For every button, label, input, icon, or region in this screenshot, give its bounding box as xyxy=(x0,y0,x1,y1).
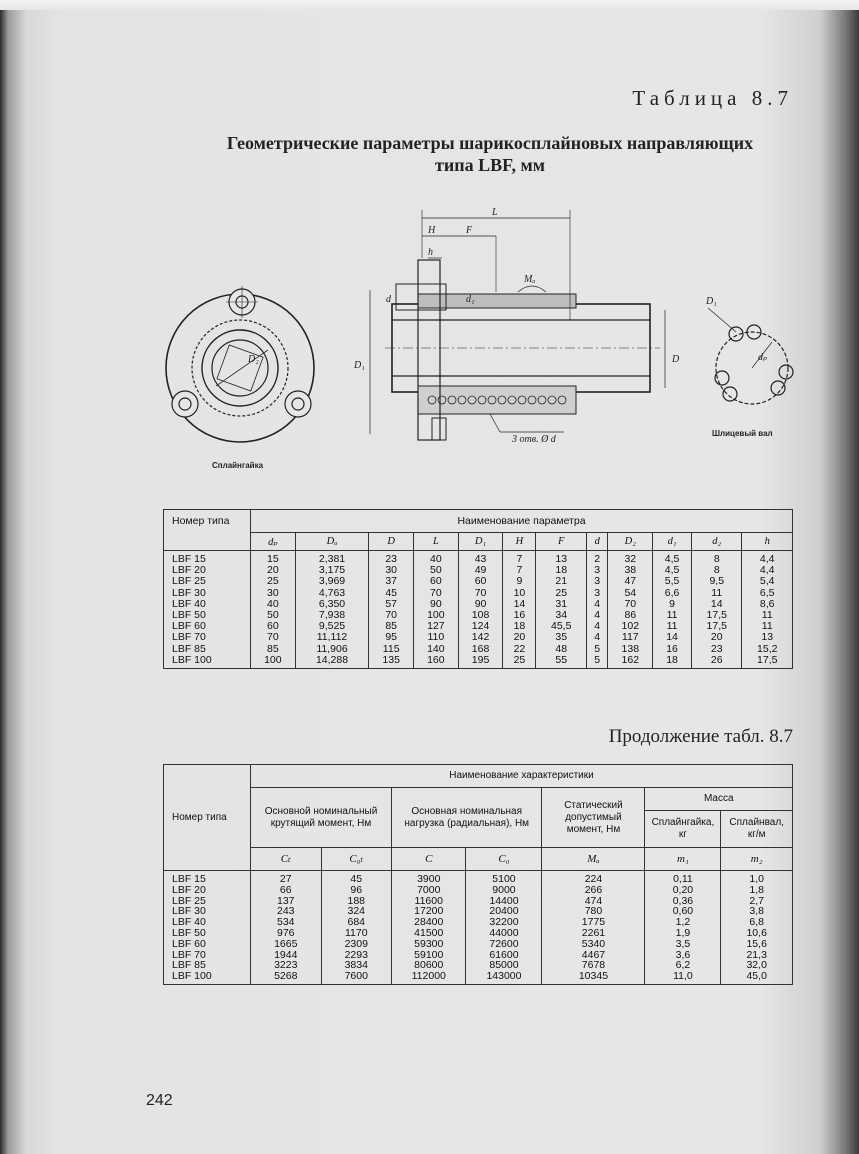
table-row xyxy=(164,871,793,885)
value-cell: 17,5 xyxy=(692,610,742,621)
char-group-header: Наименование характеристики xyxy=(251,765,793,788)
value-cell: 534 xyxy=(251,917,322,928)
value-cell: 142 xyxy=(458,632,503,643)
value-cell: 72600 xyxy=(466,939,542,950)
value-cell: 32 xyxy=(608,551,653,566)
type-cell: LBF 85 xyxy=(164,644,251,655)
table-label: Таблица 8.7 xyxy=(632,86,793,110)
type-cell: LBF 25 xyxy=(164,576,251,587)
page-number: 242 xyxy=(146,1092,173,1109)
value-cell: 7000 xyxy=(392,885,466,896)
col-type-header-2: Номер типа xyxy=(164,765,251,871)
value-cell: 11,906 xyxy=(295,644,369,655)
param-col-header: L xyxy=(414,533,459,551)
value-cell: 266 xyxy=(542,885,645,896)
table-row xyxy=(164,917,793,928)
type-cell: LBF 30 xyxy=(164,588,251,599)
value-cell: 18 xyxy=(653,655,692,669)
type-cell: LBF 40 xyxy=(164,917,251,928)
value-cell: 4467 xyxy=(542,950,645,961)
label-Dp: D₁ xyxy=(706,296,717,307)
value-cell: 100 xyxy=(414,610,459,621)
value-cell: 684 xyxy=(321,917,392,928)
value-cell: 16 xyxy=(653,644,692,655)
value-cell: 21 xyxy=(536,576,586,587)
value-cell: 85000 xyxy=(466,960,542,971)
type-cell: LBF 50 xyxy=(164,928,251,939)
value-cell: 15 xyxy=(251,551,296,566)
value-cell: 54 xyxy=(608,588,653,599)
value-cell: 4 xyxy=(586,621,608,632)
value-cell: 11 xyxy=(692,588,742,599)
value-cell: 7 xyxy=(503,565,536,576)
type-cell: LBF 100 xyxy=(164,655,251,669)
value-cell: 32,0 xyxy=(721,960,793,971)
value-cell: 17,5 xyxy=(742,655,793,669)
value-cell: 22 xyxy=(503,644,536,655)
table-row xyxy=(164,939,793,950)
value-cell: 1665 xyxy=(251,939,322,950)
value-cell: 18 xyxy=(536,565,586,576)
value-cell: 59300 xyxy=(392,939,466,950)
value-cell: 3834 xyxy=(321,960,392,971)
value-cell: 60 xyxy=(251,621,296,632)
value-cell: 9,525 xyxy=(295,621,369,632)
value-cell: 115 xyxy=(369,644,414,655)
spline-nut-view xyxy=(166,286,314,442)
table-row xyxy=(164,632,793,643)
value-cell: 3 xyxy=(586,588,608,599)
side-view xyxy=(370,210,665,440)
value-cell: 8,6 xyxy=(742,599,793,610)
value-cell: 0,60 xyxy=(645,906,721,917)
value-cell: 70 xyxy=(414,588,459,599)
value-cell: 112000 xyxy=(392,971,466,984)
table-row xyxy=(164,960,793,971)
title-line-1: Геометрические параметры шарикосплайновых направляющих xyxy=(226,133,754,153)
value-cell: 25 xyxy=(251,576,296,587)
page-top-edge xyxy=(0,0,859,10)
table-row xyxy=(164,906,793,917)
label-spline-shaft: Шлицевый вал xyxy=(712,429,773,438)
static-header: Статический допустимый момент, Нм xyxy=(542,788,645,848)
type-cell: LBF 70 xyxy=(164,950,251,961)
value-cell: 43 xyxy=(458,551,503,566)
value-cell: 7600 xyxy=(321,971,392,984)
value-cell: 41500 xyxy=(392,928,466,939)
value-cell: 9 xyxy=(503,576,536,587)
symbol-header: C₀ₜ xyxy=(321,848,392,871)
value-cell: 140 xyxy=(414,644,459,655)
value-cell: 5100 xyxy=(466,871,542,885)
value-cell: 11 xyxy=(653,610,692,621)
value-cell: 11,0 xyxy=(645,971,721,984)
value-cell: 70 xyxy=(251,632,296,643)
value-cell: 3 xyxy=(586,576,608,587)
value-cell: 59100 xyxy=(392,950,466,961)
label-MA: Mₐ xyxy=(524,274,536,285)
torque-header: Основной номинальный крутящий момент, Нм xyxy=(251,788,392,848)
value-cell: 70 xyxy=(369,610,414,621)
value-cell: 2,381 xyxy=(295,551,369,566)
param-col-header: D₂ xyxy=(608,533,653,551)
value-cell: 9 xyxy=(653,599,692,610)
value-cell: 7 xyxy=(503,551,536,566)
value-cell: 2293 xyxy=(321,950,392,961)
symbol-header: C₀ xyxy=(466,848,542,871)
value-cell: 57 xyxy=(369,599,414,610)
symbol-header: Mₐ xyxy=(542,848,645,871)
value-cell: 60 xyxy=(458,576,503,587)
value-cell: 49 xyxy=(458,565,503,576)
value-cell: 3900 xyxy=(392,871,466,885)
value-cell: 80600 xyxy=(392,960,466,971)
label-F: F xyxy=(466,225,473,236)
table-row xyxy=(164,655,793,669)
mass-header: Масса xyxy=(645,788,793,811)
value-cell: 135 xyxy=(369,655,414,669)
value-cell: 32200 xyxy=(466,917,542,928)
value-cell: 168 xyxy=(458,644,503,655)
value-cell: 95 xyxy=(369,632,414,643)
value-cell: 14 xyxy=(653,632,692,643)
type-cell: LBF 30 xyxy=(164,906,251,917)
value-cell: 7,938 xyxy=(295,610,369,621)
value-cell: 20 xyxy=(692,632,742,643)
value-cell: 9000 xyxy=(466,885,542,896)
value-cell: 0,20 xyxy=(645,885,721,896)
value-cell: 8 xyxy=(692,565,742,576)
param-col-header: h xyxy=(742,533,793,551)
value-cell: 18 xyxy=(503,621,536,632)
symbol-header: m₂ xyxy=(721,848,793,871)
symbol-header: Cₜ xyxy=(251,848,322,871)
value-cell: 5 xyxy=(586,644,608,655)
value-cell: 20 xyxy=(503,632,536,643)
type-cell: LBF 40 xyxy=(164,599,251,610)
value-cell: 138 xyxy=(608,644,653,655)
value-cell: 3,969 xyxy=(295,576,369,587)
value-cell: 1,9 xyxy=(645,928,721,939)
value-cell: 14,288 xyxy=(295,655,369,669)
table-row xyxy=(164,971,793,984)
value-cell: 2,7 xyxy=(721,896,793,907)
value-cell: 25 xyxy=(536,588,586,599)
value-cell: 85 xyxy=(251,644,296,655)
table-row xyxy=(164,896,793,907)
type-cell: LBF 85 xyxy=(164,960,251,971)
value-cell: 14400 xyxy=(466,896,542,907)
load-header: Основная номинальная нагрузка (радиальная), Нм xyxy=(392,788,542,848)
value-cell: 127 xyxy=(414,621,459,632)
type-cell: LBF 20 xyxy=(164,885,251,896)
value-cell: 20400 xyxy=(466,906,542,917)
value-cell: 21,3 xyxy=(721,950,793,961)
param-group-header: Наименование параметра xyxy=(251,510,793,533)
symbol-header: m₁ xyxy=(645,848,721,871)
value-cell: 17200 xyxy=(392,906,466,917)
value-cell: 66 xyxy=(251,885,322,896)
value-cell: 13 xyxy=(742,632,793,643)
value-cell: 11 xyxy=(742,621,793,632)
param-col-header: d₂ xyxy=(692,533,742,551)
value-cell: 3 xyxy=(586,565,608,576)
value-cell: 31 xyxy=(536,599,586,610)
value-cell: 55 xyxy=(536,655,586,669)
value-cell: 11,112 xyxy=(295,632,369,643)
value-cell: 324 xyxy=(321,906,392,917)
value-cell: 37 xyxy=(369,576,414,587)
value-cell: 10 xyxy=(503,588,536,599)
value-cell: 6,6 xyxy=(653,588,692,599)
value-cell: 124 xyxy=(458,621,503,632)
value-cell: 4,4 xyxy=(742,551,793,566)
value-cell: 1,0 xyxy=(721,871,793,885)
type-cell: LBF 15 xyxy=(164,551,251,566)
value-cell: 1944 xyxy=(251,950,322,961)
value-cell: 16 xyxy=(503,610,536,621)
value-cell: 34 xyxy=(536,610,586,621)
value-cell: 4 xyxy=(586,632,608,643)
col-type-header: Номер типа xyxy=(164,510,251,551)
value-cell: 30 xyxy=(369,565,414,576)
value-cell: 8 xyxy=(692,551,742,566)
value-cell: 1775 xyxy=(542,917,645,928)
value-cell: 17,5 xyxy=(692,621,742,632)
value-cell: 3,6 xyxy=(645,950,721,961)
param-col-header: H xyxy=(503,533,536,551)
value-cell: 6,350 xyxy=(295,599,369,610)
value-cell: 27 xyxy=(251,871,322,885)
table-row xyxy=(164,576,793,587)
type-cell: LBF 70 xyxy=(164,632,251,643)
value-cell: 10345 xyxy=(542,971,645,984)
value-cell: 9,5 xyxy=(692,576,742,587)
type-cell: LBF 60 xyxy=(164,621,251,632)
value-cell: 474 xyxy=(542,896,645,907)
mass-nut-header: Сплайнгайка, кг xyxy=(645,811,721,848)
value-cell: 4,5 xyxy=(653,565,692,576)
technical-drawing xyxy=(160,200,800,480)
value-cell: 30 xyxy=(251,588,296,599)
value-cell: 44000 xyxy=(466,928,542,939)
value-cell: 15,6 xyxy=(721,939,793,950)
value-cell: 1,8 xyxy=(721,885,793,896)
value-cell: 86 xyxy=(608,610,653,621)
label-L: L xyxy=(492,207,498,218)
table-row xyxy=(164,885,793,896)
label-H: H xyxy=(428,225,436,236)
value-cell: 243 xyxy=(251,906,322,917)
value-cell: 50 xyxy=(414,565,459,576)
value-cell: 3223 xyxy=(251,960,322,971)
value-cell: 11600 xyxy=(392,896,466,907)
value-cell: 61600 xyxy=(466,950,542,961)
value-cell: 2261 xyxy=(542,928,645,939)
value-cell: 11 xyxy=(653,621,692,632)
value-cell: 5268 xyxy=(251,971,322,984)
value-cell: 40 xyxy=(414,551,459,566)
label-d1: d₁ xyxy=(466,294,475,305)
value-cell: 6,2 xyxy=(645,960,721,971)
value-cell: 5,4 xyxy=(742,576,793,587)
value-cell: 3,5 xyxy=(645,939,721,950)
label-D: D xyxy=(672,354,680,365)
value-cell: 25 xyxy=(503,655,536,669)
value-cell: 45 xyxy=(369,588,414,599)
type-cell: LBF 50 xyxy=(164,610,251,621)
type-cell: LBF 25 xyxy=(164,896,251,907)
value-cell: 4,4 xyxy=(742,565,793,576)
value-cell: 38 xyxy=(608,565,653,576)
param-col-header: D xyxy=(369,533,414,551)
value-cell: 224 xyxy=(542,871,645,885)
value-cell: 143000 xyxy=(466,971,542,984)
label-d: d xyxy=(386,294,391,305)
value-cell: 23 xyxy=(692,644,742,655)
value-cell: 90 xyxy=(458,599,503,610)
table-title xyxy=(130,132,850,176)
label-dp: dₚ xyxy=(758,352,767,363)
value-cell: 7678 xyxy=(542,960,645,971)
value-cell: 6,5 xyxy=(742,588,793,599)
table-row xyxy=(164,950,793,961)
param-col-header: d xyxy=(586,533,608,551)
value-cell: 188 xyxy=(321,896,392,907)
type-cell: LBF 60 xyxy=(164,939,251,950)
label-h: h xyxy=(428,247,433,258)
value-cell: 780 xyxy=(542,906,645,917)
value-cell: 100 xyxy=(251,655,296,669)
value-cell: 15,2 xyxy=(742,644,793,655)
value-cell: 4,763 xyxy=(295,588,369,599)
value-cell: 1,2 xyxy=(645,917,721,928)
spline-shaft-view xyxy=(708,308,793,404)
type-cell: LBF 15 xyxy=(164,871,251,885)
value-cell: 0,11 xyxy=(645,871,721,885)
value-cell: 11 xyxy=(742,610,793,621)
value-cell: 4 xyxy=(586,599,608,610)
value-cell: 45 xyxy=(321,871,392,885)
characteristics-table xyxy=(163,764,793,985)
value-cell: 108 xyxy=(458,610,503,621)
value-cell: 85 xyxy=(369,621,414,632)
mass-shaft-header: Сплайнвал, кг/м xyxy=(721,811,793,848)
value-cell: 137 xyxy=(251,896,322,907)
param-col-header: dₚ xyxy=(251,533,296,551)
value-cell: 4,5 xyxy=(653,551,692,566)
value-cell: 28400 xyxy=(392,917,466,928)
value-cell: 195 xyxy=(458,655,503,669)
value-cell: 45,5 xyxy=(536,621,586,632)
label-holes: 3 отв. Ø d xyxy=(512,434,556,445)
value-cell: 47 xyxy=(608,576,653,587)
parameters-table xyxy=(163,509,793,669)
label-spline-nut: Сплайнгайка xyxy=(212,461,264,470)
label-D1: D₁ xyxy=(354,360,365,371)
continuation-label: Продолжение табл. 8.7 xyxy=(608,726,793,747)
value-cell: 117 xyxy=(608,632,653,643)
type-cell: LBF 100 xyxy=(164,971,251,984)
value-cell: 70 xyxy=(458,588,503,599)
value-cell: 1170 xyxy=(321,928,392,939)
value-cell: 90 xyxy=(414,599,459,610)
symbol-header: C xyxy=(392,848,466,871)
param-col-header: D₁ xyxy=(458,533,503,551)
value-cell: 2309 xyxy=(321,939,392,950)
value-cell: 13 xyxy=(536,551,586,566)
value-cell: 976 xyxy=(251,928,322,939)
title-line-2: типа LBF, мм xyxy=(435,155,545,175)
value-cell: 6,8 xyxy=(721,917,793,928)
value-cell: 3,175 xyxy=(295,565,369,576)
value-cell: 20 xyxy=(251,565,296,576)
value-cell: 40 xyxy=(251,599,296,610)
value-cell: 110 xyxy=(414,632,459,643)
value-cell: 23 xyxy=(369,551,414,566)
value-cell: 0,36 xyxy=(645,896,721,907)
param-col-header: F xyxy=(536,533,586,551)
param-col-header: Dₐ xyxy=(295,533,369,551)
table-row xyxy=(164,551,793,566)
value-cell: 2 xyxy=(586,551,608,566)
value-cell: 45,0 xyxy=(721,971,793,984)
label-D2-nut: D₂ xyxy=(248,354,259,365)
value-cell: 26 xyxy=(692,655,742,669)
value-cell: 48 xyxy=(536,644,586,655)
table-row xyxy=(164,928,793,939)
type-cell: LBF 20 xyxy=(164,565,251,576)
value-cell: 10,6 xyxy=(721,928,793,939)
value-cell: 14 xyxy=(503,599,536,610)
value-cell: 5,5 xyxy=(653,576,692,587)
value-cell: 5340 xyxy=(542,939,645,950)
value-cell: 162 xyxy=(608,655,653,669)
value-cell: 160 xyxy=(414,655,459,669)
value-cell: 50 xyxy=(251,610,296,621)
value-cell: 35 xyxy=(536,632,586,643)
value-cell: 4 xyxy=(586,610,608,621)
param-col-header: d₁ xyxy=(653,533,692,551)
value-cell: 14 xyxy=(692,599,742,610)
value-cell: 5 xyxy=(586,655,608,669)
value-cell: 60 xyxy=(414,576,459,587)
value-cell: 70 xyxy=(608,599,653,610)
value-cell: 102 xyxy=(608,621,653,632)
value-cell: 3,8 xyxy=(721,906,793,917)
value-cell: 96 xyxy=(321,885,392,896)
